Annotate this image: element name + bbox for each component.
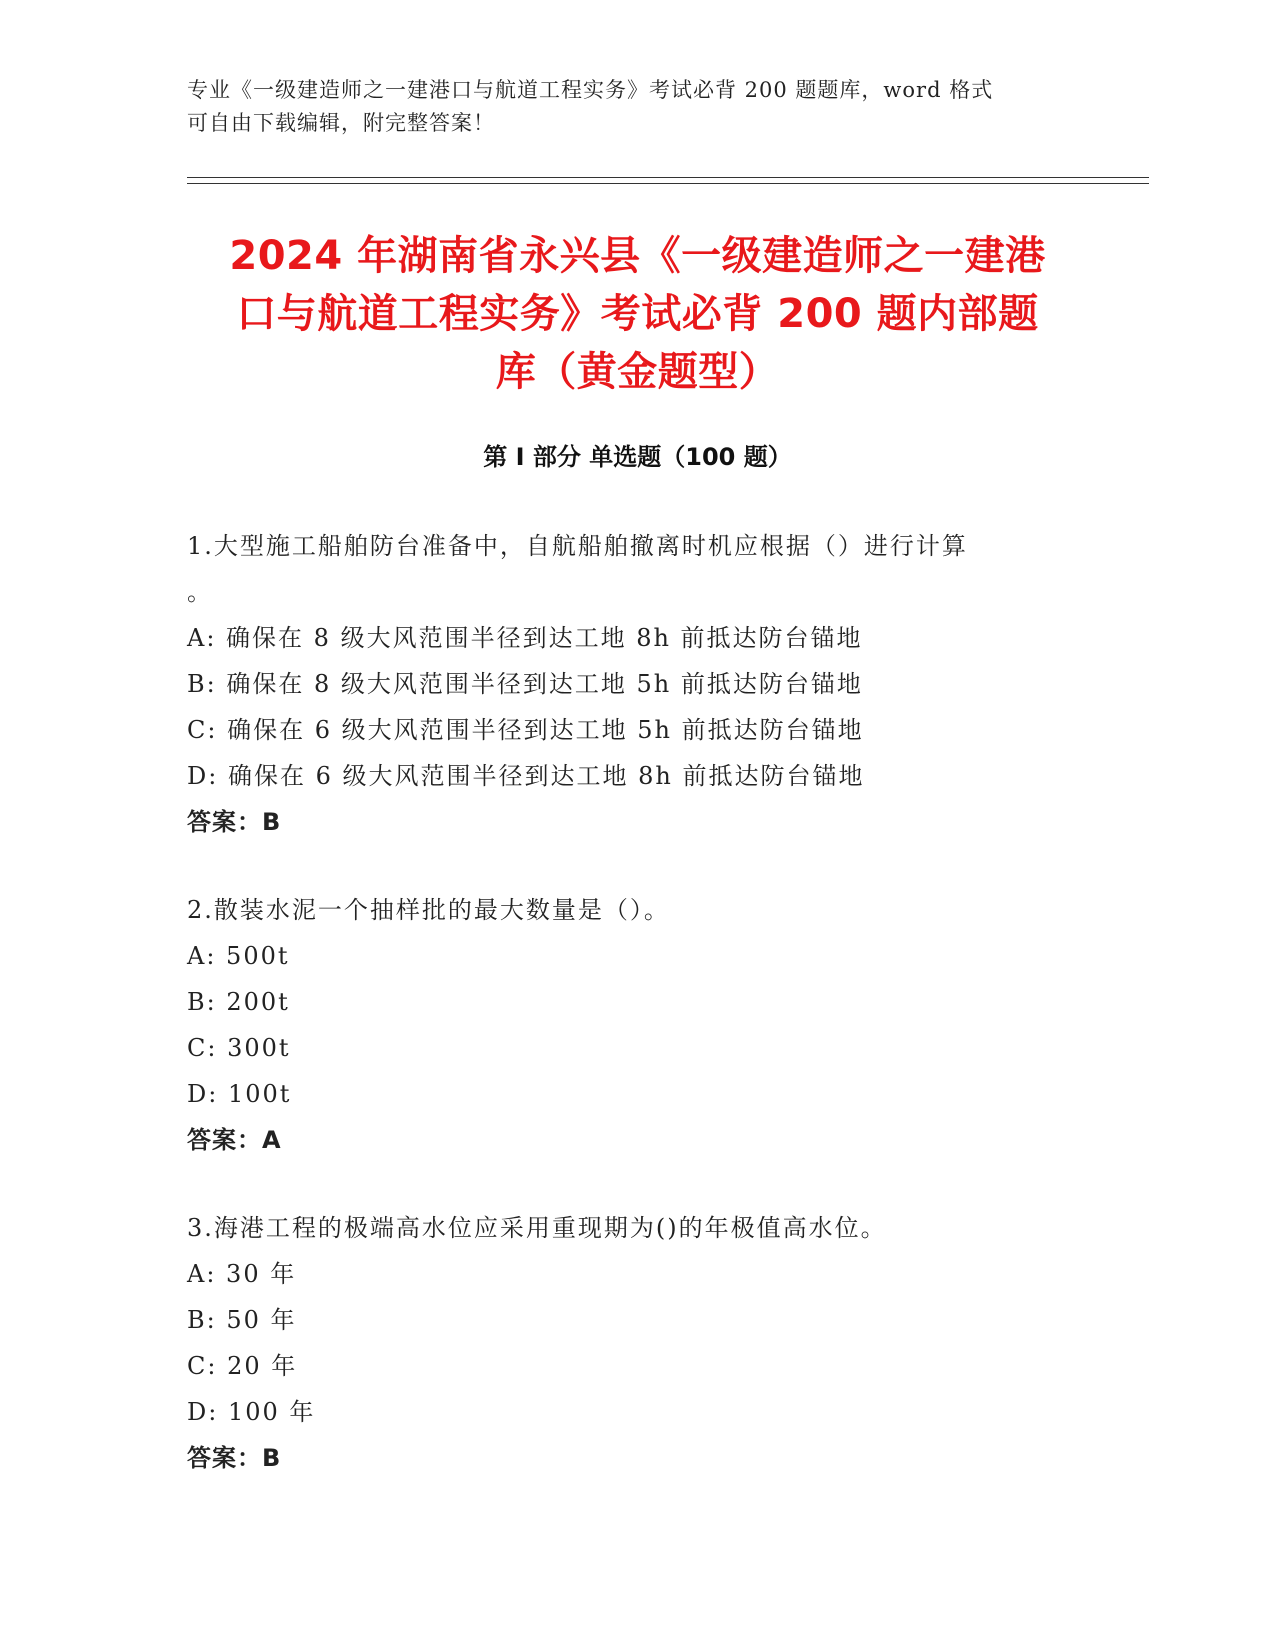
header-divider-top xyxy=(187,177,1149,178)
option-b: B: 200t xyxy=(187,988,290,1016)
option-a: A: 确保在 8 级大风范围半径到达工地 8h 前抵达防台锚地 xyxy=(187,624,863,652)
title-line2: 口与航道工程实务》考试必背 200 题内部题 xyxy=(236,291,1039,337)
question-stem-continued: 。 xyxy=(187,578,213,606)
title-line3: 库（黄金题型） xyxy=(495,349,780,395)
option-c: C: 300t xyxy=(187,1034,291,1062)
title-line1: 2024 年湖南省永兴县《一级建造师之一建港 xyxy=(229,233,1046,279)
question-stem: 3.海港工程的极端高水位应采用重现期为()的年极值高水位。 xyxy=(187,1214,887,1242)
document-title xyxy=(140,227,1135,401)
option-b: B: 确保在 8 级大风范围半径到达工地 5h 前抵达防台锚地 xyxy=(187,670,863,698)
option-c: C: 20 年 xyxy=(187,1352,298,1380)
question-2 xyxy=(187,887,1087,1163)
answer: 答案：B xyxy=(187,1444,282,1472)
question-1 xyxy=(187,523,1087,845)
answer: 答案：A xyxy=(187,1126,282,1154)
option-a: A: 500t xyxy=(187,942,290,970)
option-b: B: 50 年 xyxy=(187,1306,297,1334)
header-note-line2: 可自由下载编辑，附完整答案！ xyxy=(187,111,495,135)
option-d: D: 100 年 xyxy=(187,1398,316,1426)
question-stem: 1.大型施工船舶防台准备中，自航船舶撤离时机应根据（）进行计算 xyxy=(187,532,968,560)
option-c: C: 确保在 6 级大风范围半径到达工地 5h 前抵达防台锚地 xyxy=(187,716,864,744)
question-stem: 2.散装水泥一个抽样批的最大数量是（）。 xyxy=(187,896,670,924)
question-3 xyxy=(187,1205,1087,1481)
option-d: D: 100t xyxy=(187,1080,292,1108)
section-heading: 第 I 部分 单选题（100 题） xyxy=(483,443,792,471)
header-note-line1: 专业《一级建造师之一建港口与航道工程实务》考试必背 200 题题库，word 格式 xyxy=(187,78,994,102)
header-divider-bottom xyxy=(187,183,1149,184)
answer: 答案：B xyxy=(187,808,282,836)
option-a: A: 30 年 xyxy=(187,1260,297,1288)
option-d: D: 确保在 6 级大风范围半径到达工地 8h 前抵达防台锚地 xyxy=(187,762,865,790)
header-note xyxy=(187,74,1067,140)
